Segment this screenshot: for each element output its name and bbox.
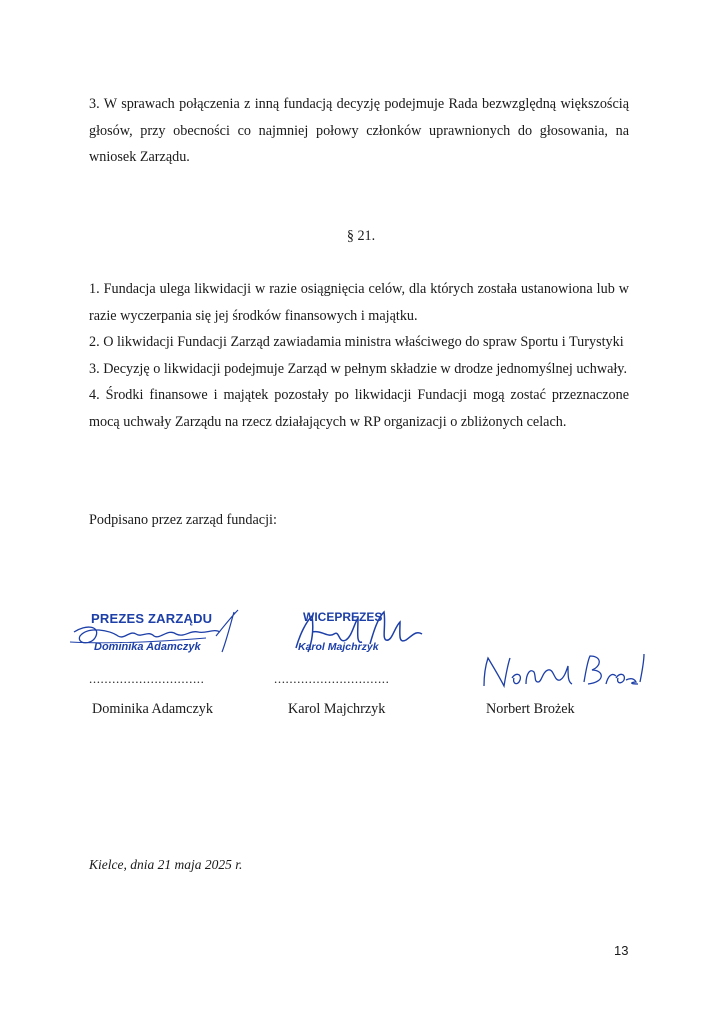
stamp-role: WICEPREZES (303, 610, 383, 624)
signature-karol-majchrzyk (282, 604, 432, 666)
signer-name-1: Dominika Adamczyk (92, 701, 213, 717)
signature-dominika-adamczyk (66, 608, 256, 668)
place-and-date: Kielce, dnia 21 maja 2025 r. (89, 857, 243, 872)
signer-name-3: Norbert Brożek (486, 701, 575, 717)
section-21-list (89, 276, 629, 435)
stamp-name: Dominika Adamczyk (94, 641, 201, 654)
list-item: 1. Fundacja ulega likwidacji w razie osiągnięcia celów, dla których została ustanowiona lub w razie wyczerpania się jej środków finansowych i majątku. (89, 281, 629, 324)
signature-line-1: .............................. (89, 671, 205, 686)
stamp-role: PREZES ZARZĄDU (91, 611, 213, 626)
signature-norbert-brozek (476, 648, 646, 696)
paragraph-20-3: 3. W sprawach połączenia z inną fundacją decyzję podejmuje Rada bezwzględną większością głosów, przy obecności co najmniej połowy członków uprawnionych do głosowania, na wniosek Zarządu. (89, 96, 629, 165)
signature-line-2: .............................. (274, 671, 390, 686)
list-item: 2. O likwidacji Fundacji Zarząd zawiadamia ministra właściwego do spraw Sportu i Turystyki (89, 334, 624, 350)
signer-name-2: Karol Majchrzyk (288, 701, 386, 717)
list-item: 4. Środki finansowe i majątek pozostały po likwidacji Fundacji mogą zostać przeznaczone mocą uchwały Zarządu na rzecz działających w RP organizacji o zbliżonych celach. (89, 387, 629, 430)
page-number: 13 (614, 943, 629, 958)
stamp-name: Karol Majchrzyk (298, 641, 379, 654)
section-heading-21: § 21. (346, 228, 376, 244)
signed-by-label: Podpisano przez zarząd fundacji: (89, 512, 277, 528)
list-item: 3. Decyzję o likwidacji podejmuje Zarząd w pełnym składzie w drodze jednomyślnej uchwały. (89, 360, 628, 377)
